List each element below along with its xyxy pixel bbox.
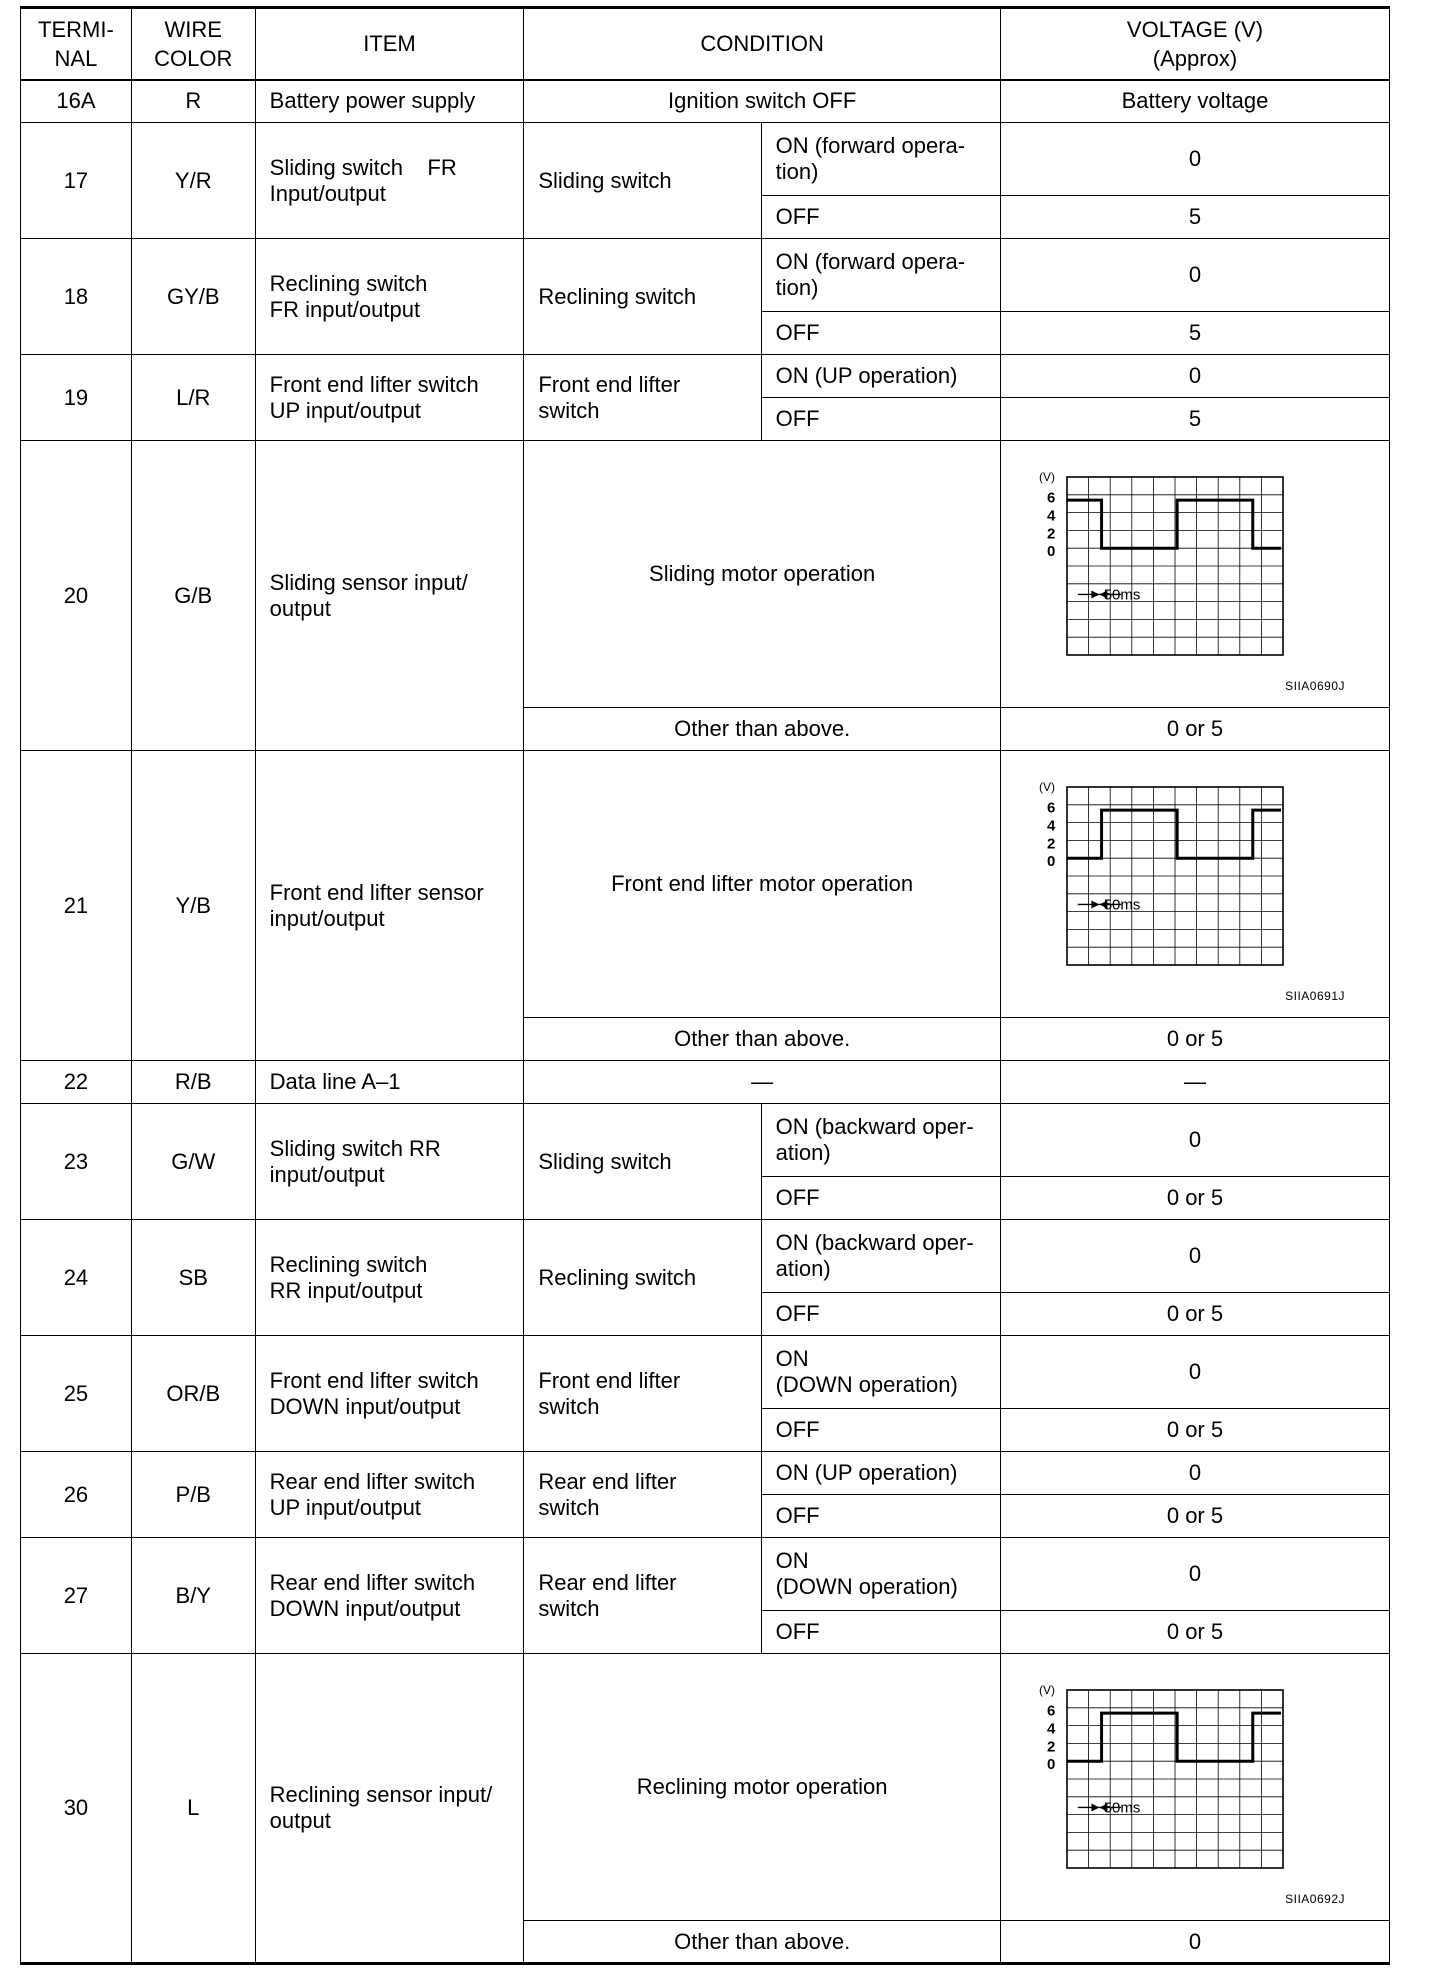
scope-tick-label: 4 bbox=[1046, 507, 1056, 525]
scope-arrow bbox=[1091, 590, 1099, 598]
voltage-cell: 0 bbox=[1000, 123, 1389, 196]
terminal-cell: 26 bbox=[21, 1452, 132, 1538]
header-wire-color: WIRE COLOR bbox=[131, 8, 255, 80]
scope-time-label: 50ms bbox=[1103, 1799, 1141, 1817]
voltage-cell: 0 bbox=[1000, 1921, 1389, 1964]
voltage-cell: 0 or 5 bbox=[1000, 1409, 1389, 1452]
scope-tick-label: 0 bbox=[1046, 1756, 1056, 1774]
scope-tick-label: 4 bbox=[1046, 817, 1056, 835]
table-row bbox=[21, 1654, 1390, 1921]
wire-cell: P/B bbox=[131, 1452, 255, 1538]
item-cell: Reclining switch FR input/output bbox=[255, 239, 524, 355]
table-row bbox=[21, 1336, 1390, 1409]
voltage-cell: 0 bbox=[1000, 355, 1389, 398]
sub-condition-cell: OFF bbox=[761, 1409, 1000, 1452]
voltage-cell: 0 or 5 bbox=[1000, 1293, 1389, 1336]
condition-cell: — bbox=[524, 1061, 1001, 1104]
condition-cell: Reclining motor operation bbox=[524, 1654, 1001, 1921]
voltage-cell: 0 or 5 bbox=[1000, 1177, 1389, 1220]
figure-code: SIIA0690J bbox=[1285, 679, 1345, 693]
item-cell: Sliding sensor input/ output bbox=[255, 441, 524, 751]
voltage-cell: 0 bbox=[1000, 1538, 1389, 1611]
scope-tick-label: 2 bbox=[1046, 525, 1056, 543]
scope-waveform bbox=[1067, 500, 1281, 548]
item-cell: Front end lifter switch DOWN input/output bbox=[255, 1336, 524, 1452]
scope-tick-label: 6 bbox=[1046, 799, 1056, 817]
header-voltage: VOLTAGE (V) (Approx) bbox=[1000, 8, 1389, 80]
item-cell: Rear end lifter switch UP input/output bbox=[255, 1452, 524, 1538]
scope-tick-label: 0 bbox=[1046, 853, 1056, 871]
item-cell: Sliding switch FR Input/output bbox=[255, 123, 524, 239]
sub-condition-cell: OFF bbox=[761, 1177, 1000, 1220]
sub-condition-cell: ON (backward oper- ation) bbox=[761, 1220, 1000, 1293]
voltage-cell: 5 bbox=[1000, 196, 1389, 239]
waveform-scope bbox=[1001, 441, 1389, 707]
terminal-cell: 23 bbox=[21, 1104, 132, 1220]
figure-code: SIIA0691J bbox=[1285, 989, 1345, 1003]
item-cell: Front end lifter switch UP input/output bbox=[255, 355, 524, 441]
waveform-scope bbox=[1001, 751, 1389, 1017]
wire-cell: GY/B bbox=[131, 239, 255, 355]
terminal-cell: 30 bbox=[21, 1654, 132, 1964]
terminal-voltage-table bbox=[20, 6, 1390, 1965]
condition-cell: Front end lifter switch bbox=[524, 355, 761, 441]
terminal-cell: 18 bbox=[21, 239, 132, 355]
wire-cell: L/R bbox=[131, 355, 255, 441]
voltage-cell: Battery voltage bbox=[1000, 80, 1389, 123]
table-row bbox=[21, 239, 1390, 312]
voltage-cell: 0 or 5 bbox=[1000, 1611, 1389, 1654]
scope-tick-label: 6 bbox=[1046, 489, 1056, 507]
scope-time-label: 50ms bbox=[1103, 586, 1141, 604]
scope-time-label: 50ms bbox=[1103, 896, 1141, 914]
wire-cell: B/Y bbox=[131, 1538, 255, 1654]
scope-arrow bbox=[1091, 900, 1099, 908]
table-row bbox=[21, 123, 1390, 196]
waveform-cell bbox=[1000, 441, 1389, 708]
item-cell: Data line A–1 bbox=[255, 1061, 524, 1104]
condition-cell: Sliding switch bbox=[524, 123, 761, 239]
waveform-cell bbox=[1000, 1654, 1389, 1921]
sub-condition-cell: ON (forward opera- tion) bbox=[761, 239, 1000, 312]
wire-cell: OR/B bbox=[131, 1336, 255, 1452]
scope-tick-label: 2 bbox=[1046, 1738, 1056, 1756]
waveform-scope bbox=[1001, 1654, 1389, 1920]
voltage-cell: 0 or 5 bbox=[1000, 1018, 1389, 1061]
condition-cell: Other than above. bbox=[524, 1921, 1001, 1964]
table-row bbox=[21, 1452, 1390, 1495]
figure-code: SIIA0692J bbox=[1285, 1892, 1345, 1906]
header-condition: CONDITION bbox=[524, 8, 1001, 80]
scope-unit-label: (V) bbox=[1038, 780, 1055, 794]
sub-condition-cell: ON (forward opera- tion) bbox=[761, 123, 1000, 196]
wire-cell: G/W bbox=[131, 1104, 255, 1220]
scope-tick-label: 4 bbox=[1046, 1720, 1056, 1738]
condition-cell: Other than above. bbox=[524, 708, 1001, 751]
sub-condition-cell: ON (backward oper- ation) bbox=[761, 1104, 1000, 1177]
table-row bbox=[21, 1104, 1390, 1177]
sub-condition-cell: OFF bbox=[761, 1293, 1000, 1336]
sub-condition-cell: OFF bbox=[761, 312, 1000, 355]
terminal-cell: 17 bbox=[21, 123, 132, 239]
wire-cell: Y/B bbox=[131, 751, 255, 1061]
terminal-cell: 25 bbox=[21, 1336, 132, 1452]
terminal-cell: 22 bbox=[21, 1061, 132, 1104]
condition-cell: Other than above. bbox=[524, 1018, 1001, 1061]
voltage-cell: 5 bbox=[1000, 398, 1389, 441]
table-row bbox=[21, 441, 1390, 708]
terminal-cell: 24 bbox=[21, 1220, 132, 1336]
scope-unit-label: (V) bbox=[1038, 1683, 1055, 1697]
sub-condition-cell: OFF bbox=[761, 398, 1000, 441]
waveform-cell bbox=[1000, 751, 1389, 1018]
scope-waveform bbox=[1067, 1713, 1281, 1761]
scope-waveform bbox=[1067, 810, 1281, 858]
item-cell: Battery power supply bbox=[255, 80, 524, 123]
sub-condition-cell: OFF bbox=[761, 1611, 1000, 1654]
voltage-cell: 0 or 5 bbox=[1000, 1495, 1389, 1538]
terminal-cell: 20 bbox=[21, 441, 132, 751]
voltage-cell: 0 bbox=[1000, 1452, 1389, 1495]
table-row bbox=[21, 1220, 1390, 1293]
sub-condition-cell: ON (DOWN operation) bbox=[761, 1336, 1000, 1409]
wire-cell: SB bbox=[131, 1220, 255, 1336]
table-row bbox=[21, 355, 1390, 398]
voltage-cell: 0 bbox=[1000, 1104, 1389, 1177]
wire-cell: R bbox=[131, 80, 255, 123]
terminal-cell: 21 bbox=[21, 751, 132, 1061]
voltage-cell: 0 bbox=[1000, 239, 1389, 312]
voltage-cell: 0 or 5 bbox=[1000, 708, 1389, 751]
table-row bbox=[21, 80, 1390, 123]
wire-cell: R/B bbox=[131, 1061, 255, 1104]
header-row bbox=[21, 8, 1390, 80]
scope-tick-label: 0 bbox=[1046, 543, 1056, 561]
terminal-cell: 16A bbox=[21, 80, 132, 123]
sub-condition-cell: ON (UP operation) bbox=[761, 355, 1000, 398]
sub-condition-cell: ON (DOWN operation) bbox=[761, 1538, 1000, 1611]
table-row bbox=[21, 1538, 1390, 1611]
scope-arrow bbox=[1091, 1803, 1099, 1811]
item-cell: Reclining sensor input/ output bbox=[255, 1654, 524, 1964]
voltage-cell: 5 bbox=[1000, 312, 1389, 355]
condition-cell: Sliding switch bbox=[524, 1104, 761, 1220]
item-cell: Rear end lifter switch DOWN input/output bbox=[255, 1538, 524, 1654]
condition-cell: Rear end lifter switch bbox=[524, 1538, 761, 1654]
sub-condition-cell: OFF bbox=[761, 196, 1000, 239]
sub-condition-cell: ON (UP operation) bbox=[761, 1452, 1000, 1495]
item-cell: Front end lifter sensor input/output bbox=[255, 751, 524, 1061]
header-terminal: TERMI- NAL bbox=[21, 8, 132, 80]
condition-cell: Front end lifter motor operation bbox=[524, 751, 1001, 1018]
voltage-cell: 0 bbox=[1000, 1220, 1389, 1293]
voltage-cell: — bbox=[1000, 1061, 1389, 1104]
header-item: ITEM bbox=[255, 8, 524, 80]
table-row bbox=[21, 751, 1390, 1018]
condition-cell: Front end lifter switch bbox=[524, 1336, 761, 1452]
terminal-cell: 27 bbox=[21, 1538, 132, 1654]
table-row bbox=[21, 1061, 1390, 1104]
sub-condition-cell: OFF bbox=[761, 1495, 1000, 1538]
condition-cell: Reclining switch bbox=[524, 1220, 761, 1336]
wire-cell: L bbox=[131, 1654, 255, 1964]
voltage-cell: 0 bbox=[1000, 1336, 1389, 1409]
item-cell: Sliding switch RR input/output bbox=[255, 1104, 524, 1220]
scope-tick-label: 2 bbox=[1046, 835, 1056, 853]
scope-tick-label: 6 bbox=[1046, 1702, 1056, 1720]
condition-cell: Reclining switch bbox=[524, 239, 761, 355]
condition-cell: Sliding motor operation bbox=[524, 441, 1001, 708]
condition-cell: Ignition switch OFF bbox=[524, 80, 1001, 123]
condition-cell: Rear end lifter switch bbox=[524, 1452, 761, 1538]
terminal-cell: 19 bbox=[21, 355, 132, 441]
scope-unit-label: (V) bbox=[1038, 470, 1055, 484]
wire-cell: G/B bbox=[131, 441, 255, 751]
wire-cell: Y/R bbox=[131, 123, 255, 239]
item-cell: Reclining switch RR input/output bbox=[255, 1220, 524, 1336]
